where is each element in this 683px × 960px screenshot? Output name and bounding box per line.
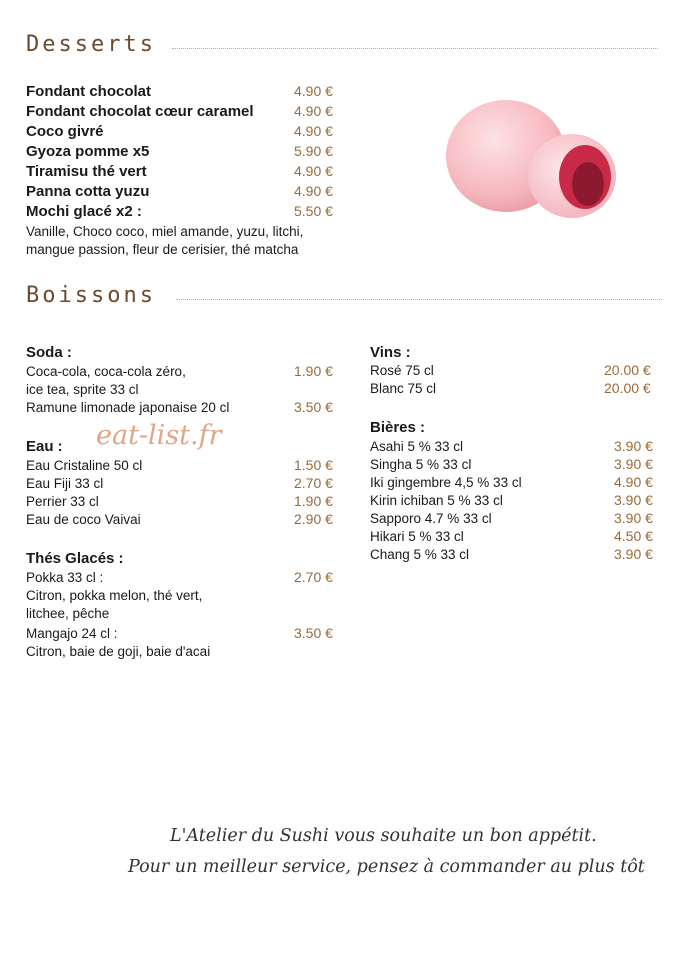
eau-item: Eau Cristaline 50 cl (26, 458, 143, 473)
footer-line: Pour un meilleur service, pensez à commander au plus tôt (128, 857, 645, 877)
vins-price: 20.00 € (604, 380, 651, 396)
thes-price: 2.70 € (294, 569, 333, 585)
thes-price: 3.50 € (294, 625, 333, 641)
desserts-title: Desserts (26, 32, 156, 57)
vins-item: Blanc 75 cl (370, 381, 437, 396)
soda-item: ice tea, sprite 33 cl (26, 382, 139, 397)
bieres-item: Asahi 5 % 33 cl (370, 439, 464, 454)
dessert-item: Fondant chocolat (26, 83, 151, 100)
eau-price: 1.90 € (294, 493, 333, 509)
thes-item: Mangajo 24 cl : (26, 626, 118, 641)
eau-item: Eau de coco Vaivai (26, 512, 141, 527)
eau-heading: Eau : (26, 438, 63, 455)
bieres-price: 3.90 € (614, 438, 653, 454)
dessert-price: 4.90 € (294, 163, 333, 179)
soda-item: Coca-cola, coca-cola zéro, (26, 364, 186, 379)
thes-desc: litchee, pêche (26, 606, 110, 621)
soda-item: Ramune limonade japonaise 20 cl (26, 400, 230, 415)
eau-item: Eau Fiji 33 cl (26, 476, 104, 491)
footer-line: L'Atelier du Sushi vous souhaite un bon appétit. (170, 826, 597, 846)
eau-price: 2.70 € (294, 475, 333, 491)
thes-desc: Citron, baie de goji, baie d'acai (26, 644, 211, 659)
bieres-price: 3.90 € (614, 492, 653, 508)
dessert-price: 5.90 € (294, 143, 333, 159)
watermark: eat-list.fr (96, 420, 222, 451)
dessert-item: Panna cotta yuzu (26, 183, 150, 200)
bieres-item: Sapporo 4.7 % 33 cl (370, 511, 492, 526)
bieres-item: Kirin ichiban 5 % 33 cl (370, 493, 503, 508)
dessert-price: 4.90 € (294, 183, 333, 199)
thes-desc: Citron, pokka melon, thé vert, (26, 588, 203, 603)
eau-item: Perrier 33 cl (26, 494, 99, 509)
bieres-price: 4.50 € (614, 528, 653, 544)
thes-heading: Thés Glacés : (26, 550, 124, 567)
vins-item: Rosé 75 cl (370, 363, 434, 378)
mochi-flavors: mangue passion, fleur de cerisier, thé matcha (26, 242, 299, 257)
dessert-item: Gyoza pomme x5 (26, 143, 150, 160)
bieres-heading: Bières : (370, 419, 426, 436)
bieres-price: 4.90 € (614, 474, 653, 490)
bieres-price: 3.90 € (614, 456, 653, 472)
eau-price: 1.50 € (294, 457, 333, 473)
mochi-flavors: Vanille, Choco coco, miel amande, yuzu, litchi, (26, 224, 304, 239)
soda-price: 1.90 € (294, 363, 333, 379)
boissons-divider (176, 299, 662, 300)
dessert-price: 4.90 € (294, 83, 333, 99)
boissons-title: Boissons (26, 283, 156, 308)
soda-heading: Soda : (26, 344, 72, 361)
thes-item: Pokka 33 cl : (26, 570, 104, 585)
bieres-price: 3.90 € (614, 510, 653, 526)
dessert-item: Fondant chocolat cœur caramel (26, 103, 254, 120)
bieres-item: Iki gingembre 4,5 % 33 cl (370, 475, 522, 490)
mochi-icon (440, 80, 630, 230)
dessert-price: 4.90 € (294, 123, 333, 139)
dessert-item: Mochi glacé x2 : (26, 203, 142, 220)
vins-price: 20.00 € (604, 362, 651, 378)
bieres-price: 3.90 € (614, 546, 653, 562)
bieres-item: Chang 5 % 33 cl (370, 547, 470, 562)
vins-heading: Vins : (370, 344, 411, 361)
eau-price: 2.90 € (294, 511, 333, 527)
desserts-divider (172, 48, 658, 49)
bieres-item: Hikari 5 % 33 cl (370, 529, 464, 544)
dessert-price: 4.90 € (294, 103, 333, 119)
bieres-item: Singha 5 % 33 cl (370, 457, 472, 472)
soda-price: 3.50 € (294, 399, 333, 415)
dessert-item: Coco givré (26, 123, 104, 140)
dessert-item: Tiramisu thé vert (26, 163, 147, 180)
dessert-price: 5.50 € (294, 203, 333, 219)
